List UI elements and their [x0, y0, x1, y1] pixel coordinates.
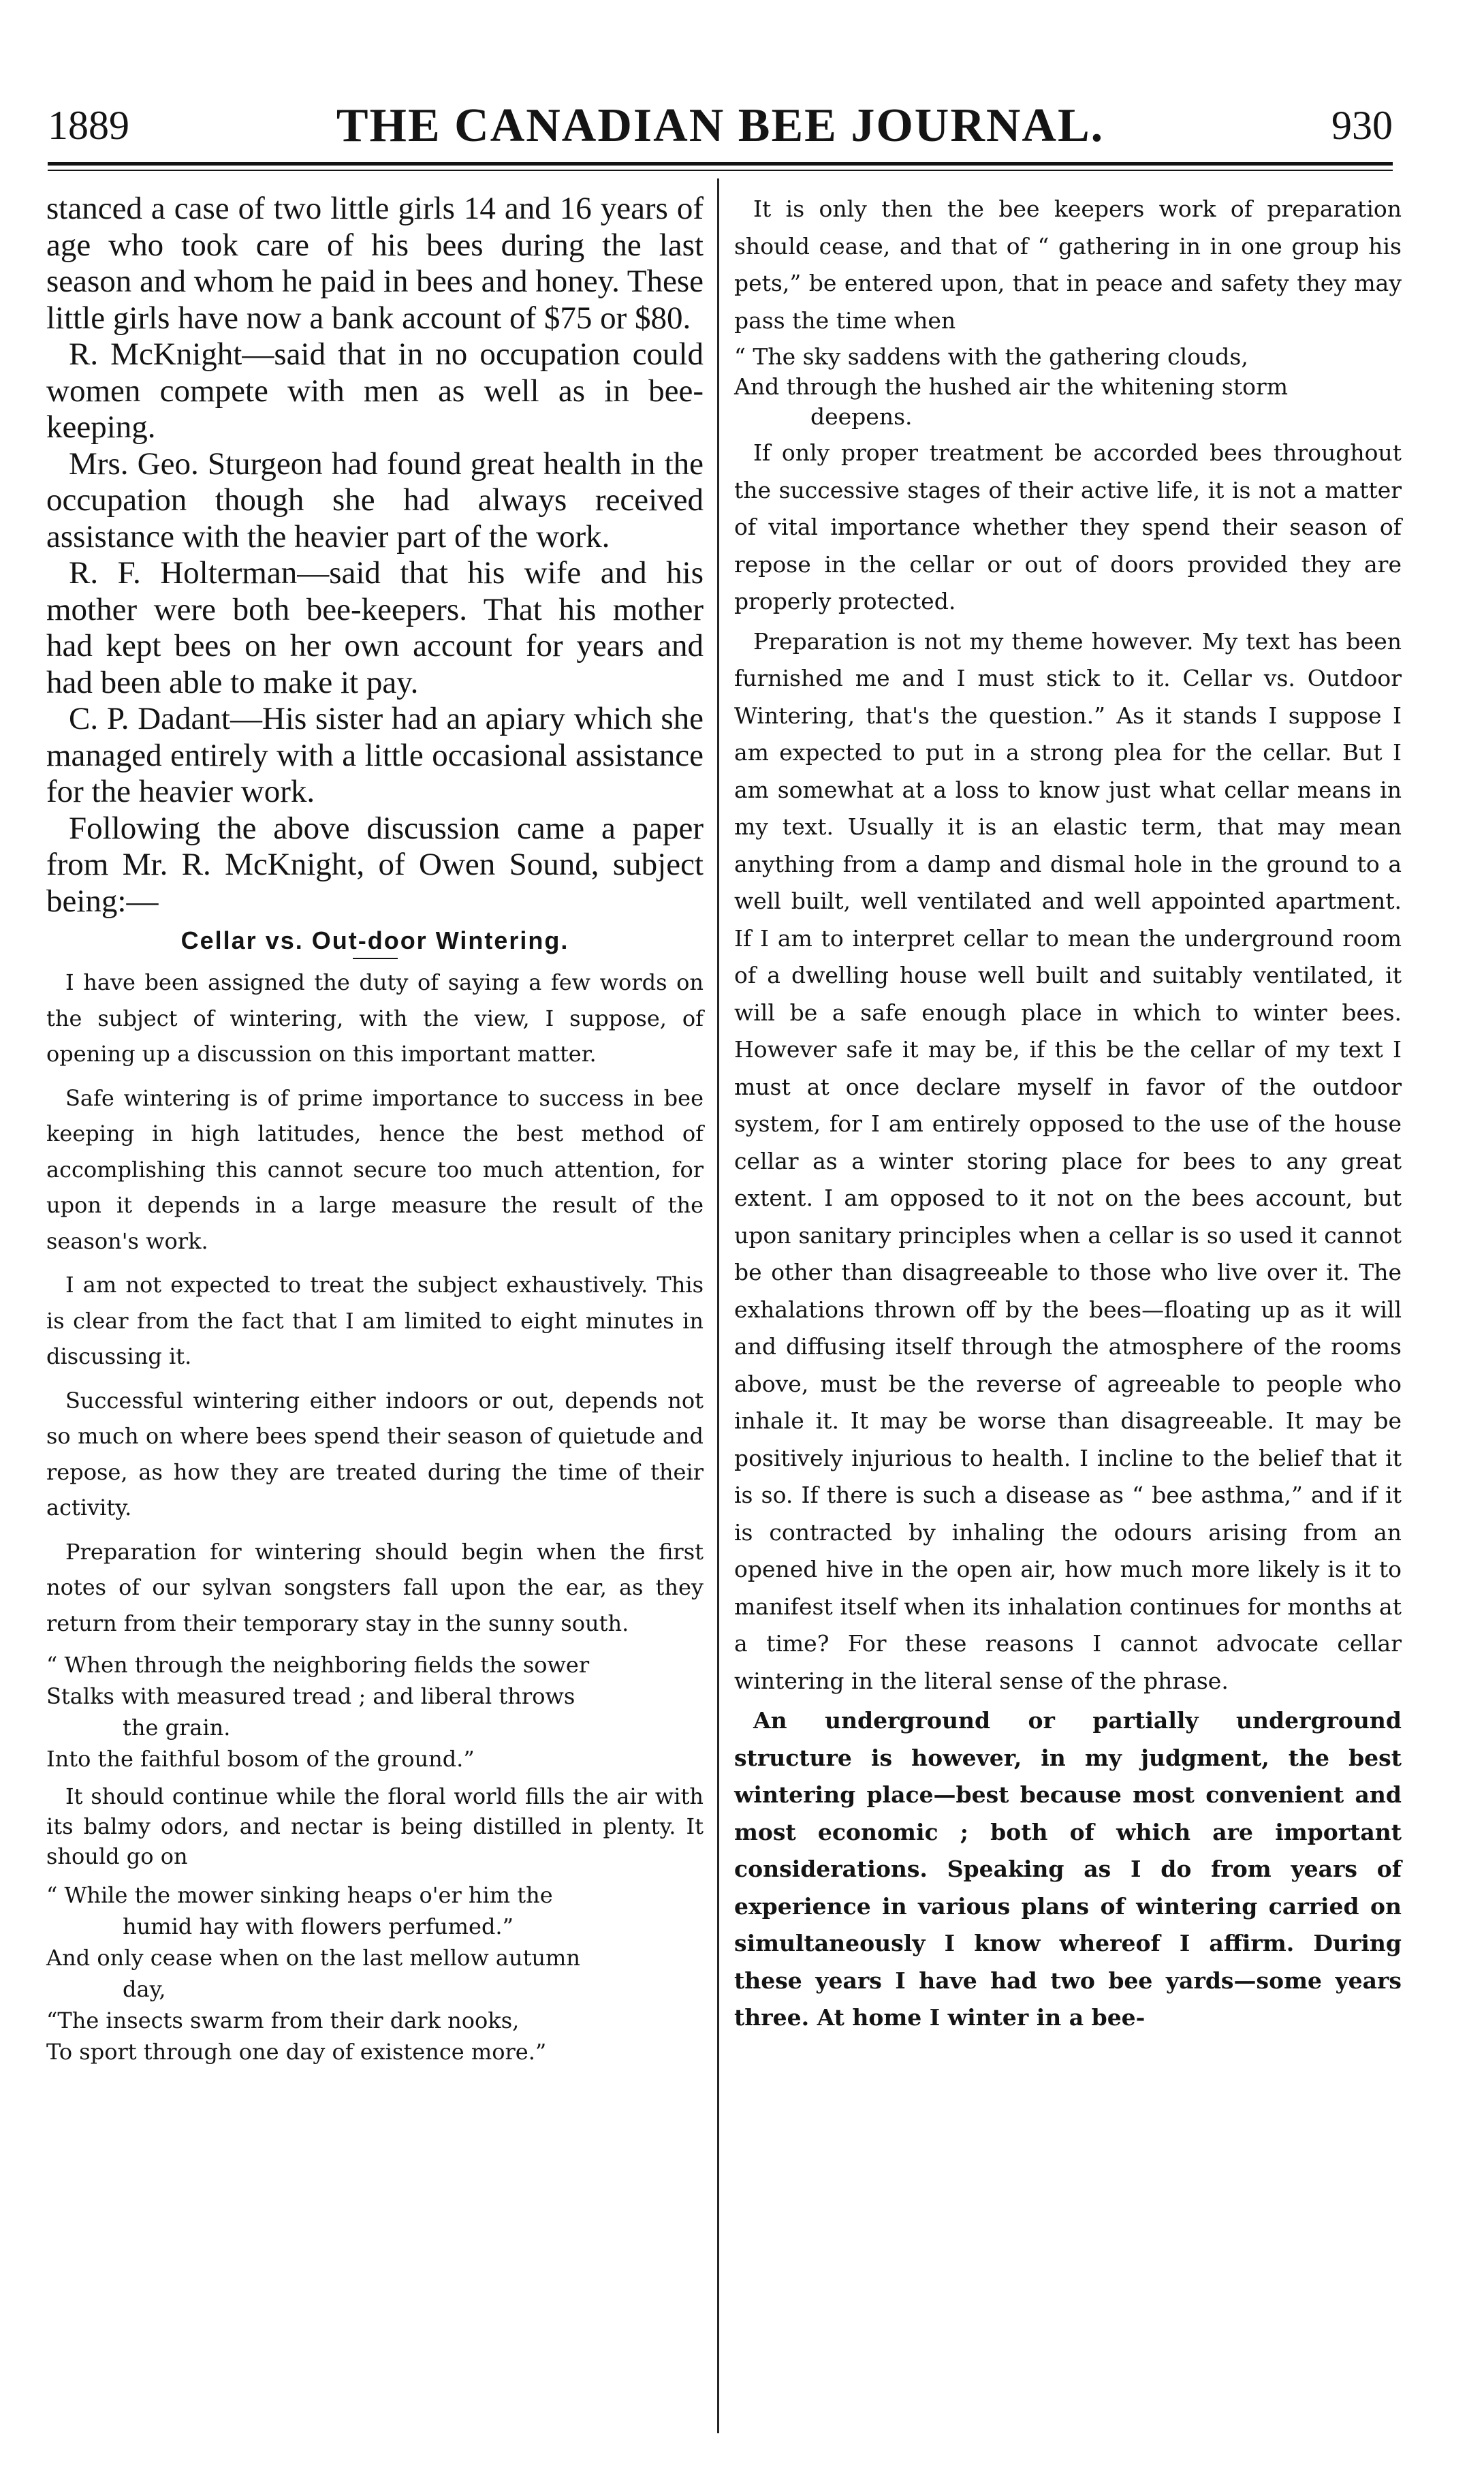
paragraph: It should continue while the floral world fills the air with its balmy odors, and nectar is being distilled in plenty. It should go on: [46, 1783, 704, 1869]
paragraph: I have been assigned the duty of saying a few words on the subject of wintering, with the view, I suppose, of opening up a discussion on this important matter.: [46, 969, 704, 1067]
paragraph: stanced a case of two little girls 14 and 16 years of age who took care of his bees during the last season and whom he paid in bees and honey. These little girls have now a bank account of $75 or $80.: [46, 191, 704, 336]
paragraph: I am not expected to treat the subject exhaustively. This is clear from the fact that I am limited to eight minutes in discussing it.: [46, 1272, 704, 1369]
paragraph: C. P. Dadant—His sister had an apiary which she managed entirely with a little occasional assistance for the heavier work.: [46, 701, 704, 809]
verse-line: the grain.: [123, 1715, 231, 1740]
paragraph: Preparation for wintering should begin when the first notes of our sylvan songsters fall upon the ear, as they return from their temporary stay in the sunny south.: [46, 1538, 704, 1636]
header-rule-thick: [48, 162, 1393, 166]
page-header: [48, 99, 1393, 157]
paragraph: Safe wintering is of prime importance to success in bee keeping in high latitudes, hence the best method of accomplishing this cannot secure too much attention, for upon it depends in a large measure the result of the season's work.: [46, 1084, 704, 1254]
header-year: 1889: [48, 103, 129, 148]
header-rule-thin: [48, 170, 1393, 171]
verse-line: “The insects swarm from their dark nooks,: [46, 2008, 520, 2033]
discussion-text: [46, 191, 704, 920]
verse-line: To sport through one day of existence more.”: [46, 2039, 547, 2065]
paragraph: Following the above discussion came a paper from Mr. R. McKnight, of Owen Sound, subject being:—: [46, 810, 704, 919]
right-column: [734, 191, 1402, 2040]
paragraph: Mrs. Geo. Sturgeon had found great health in the occupation though she had always received assistance with the heavier part of the work.: [46, 446, 704, 555]
verse-line: “ While the mower sinking heaps o'er him the: [46, 1882, 553, 1908]
verse-line: deepens.: [810, 403, 913, 430]
paragraph: R. McKnight—said that in no occupation could women compete with men as well as in bee-keeping.: [46, 337, 704, 445]
verse-line: Stalks with measured tread ; and liberal throws: [46, 1683, 575, 1709]
verse-line: humid hay with flowers perfumed.”: [123, 1914, 514, 1939]
heading-dash: [353, 958, 398, 959]
paragraph: It is only then the bee keepers work of preparation should cease, and that of “ gathering in in one group his pets,” be entered upon, that in peace and safety they may pass the time when: [734, 196, 1402, 334]
paragraph: An underground or partially underground structure is however, in my judgment, the best wintering place—best because most convenient and most economic ; both of which are important considerations. Speaking as I do from years of experience in various plans of wintering carried on simultaneously I know whereof I affirm. During these years I have had two bee yards—some years three. At home I winter in a bee-: [734, 1707, 1402, 2031]
section-heading: Cellar vs. Out-door Wintering.: [180, 926, 569, 954]
paper-text: [46, 965, 704, 2067]
paragraph: Preparation is not my theme however. My text has been furnished me and I must stick to it. Cellar vs. Outdoor Wintering, that's the question.” As it stands I suppose I am expected to put in a strong plea for the cellar. But I am somewhat at a loss to know just what cellar means in my text. Usually it is an elastic term, that may mean anything from a damp and dismal hole in the ground to a well built, well ventilated and well appointed apartment. If I am to interpret cellar to mean the underground room of a dwelling house well built and suitably ventilated, it will be a safe enough place in which to winter bees. However safe it may be, if this be the cellar of my text I must at once declare myself in favor of the outdoor system, for I am entirely opposed to the use of the house cellar as a winter storing place for bees to any great extent. I am opposed to it not on the bees account, but upon sanitary principles when a cellar is so used it cannot be other than disagreeable to those who live over it. The exhalations thrown off by the bees—floating up as it will and diffusing itself through the atmosphere of the rooms above, must be the reverse of agreeable to people who inhale it. It may be worse than disagreeable. It may be positively injurious to health. I incline to the belief that it is so. If there is such a disease as “ bee asthma,” and if it is contracted by inhaling the odours arising from an opened hive in the open air, how much more likely is it to manifest itself when its inhalation continues for months at a time? For these reasons I cannot advocate cellar wintering in the literal sense of the phrase.: [734, 627, 1402, 1694]
paragraph: Successful wintering either indoors or out, depends not so much on where bees spend their season of quietude and repose, as how they are treated during the time of their activity.: [46, 1387, 704, 1520]
paragraph: R. F. Holterman—said that his wife and his mother were both bee-keepers. That his mother had kept bees on her own account for years and had been able to make it pay.: [46, 555, 704, 700]
left-column: [46, 191, 704, 2067]
verse-line: And through the hushed air the whitening storm: [734, 373, 1289, 400]
verse-line: “ When through the neighboring fields the sower: [46, 1652, 590, 1678]
paragraph: If only proper treatment be accorded bees throughout the successive stages of their active life, it is not a matter of vital importance whether they spend their season of repose in the cellar or out of doors provided they are properly protected.: [734, 439, 1402, 614]
verse-line: day,: [123, 1976, 166, 2002]
page-number: 930: [1331, 103, 1393, 148]
verse-line: Into the faithful bosom of the ground.”: [46, 1746, 475, 1772]
verse-line: “ The sky saddens with the gathering clouds,: [734, 343, 1248, 370]
column-divider: [717, 178, 719, 2433]
journal-title: THE CANADIAN BEE JOURNAL.: [336, 99, 1105, 152]
verse-line: And only cease when on the last mellow autumn: [46, 1945, 580, 1971]
